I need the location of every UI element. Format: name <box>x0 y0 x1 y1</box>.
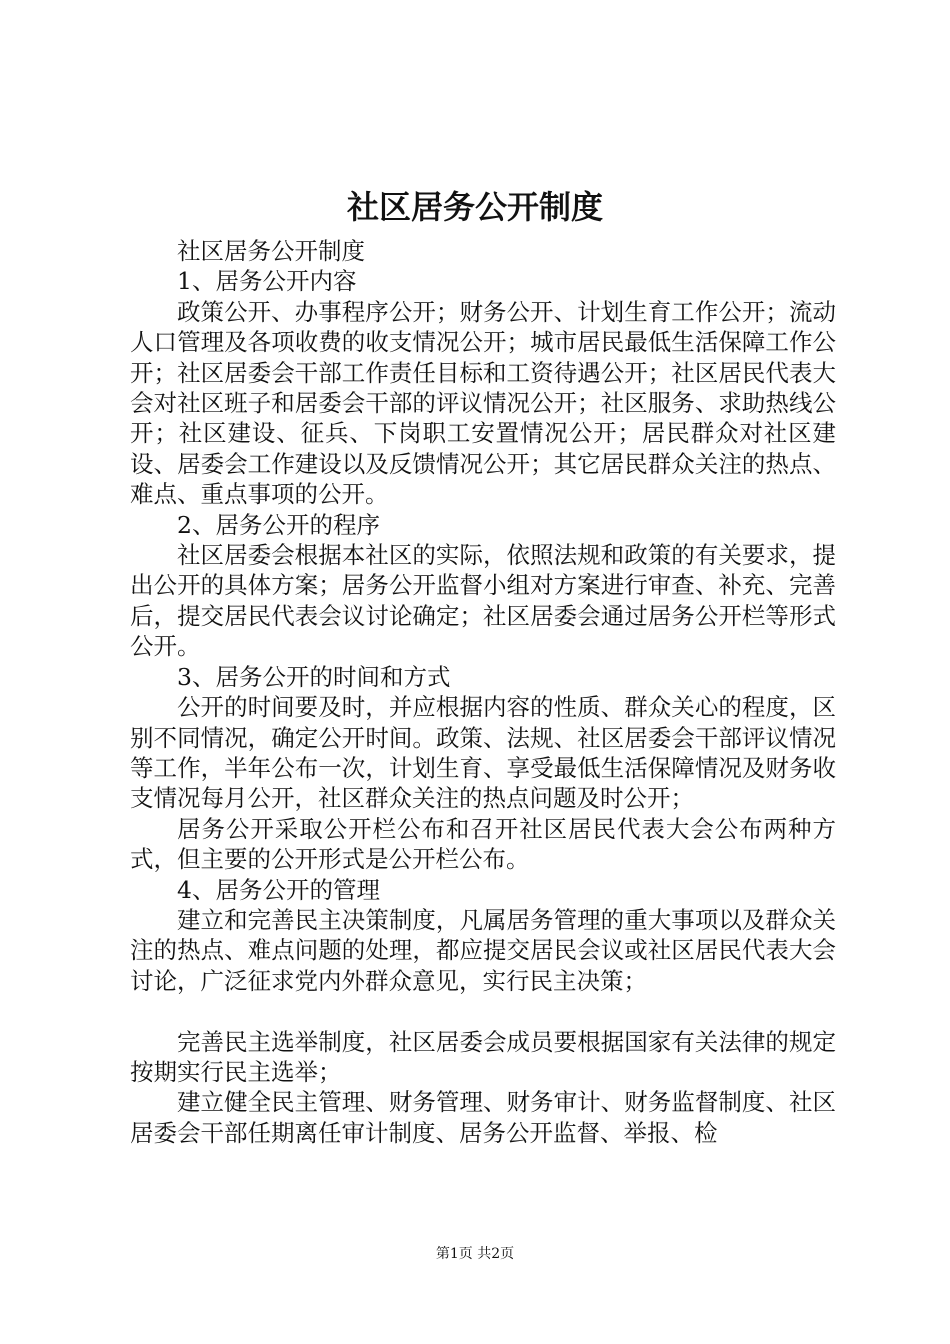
page-footer: 第1页 共2页 <box>435 1246 515 1262</box>
paragraph-decision: 建立和完善民主决策制度，凡属居务管理的重大事项以及群众关注的热点、难点问题的处理，都应提交居民会议或社区居民代表大会讨论，广泛征求党内外群众意见，实行民主决策； <box>130 905 836 995</box>
paragraph-subtitle: 社区居务公开制度 <box>177 237 365 265</box>
section-heading-2: 2、居务公开的程序 <box>177 510 380 539</box>
section-heading-4: 4、居务公开的管理 <box>177 875 380 904</box>
paragraph-management: 建立健全民主管理、财务管理、财务审计、财务监督制度、社区居委会干部任期离任审计制度、居务公开监督、举报、检 <box>130 1088 836 1147</box>
paragraph-timing: 公开的时间要及时，并应根据内容的性质、群众关心的程度，区别不同情况，确定公开时间。政策、法规、社区居委会干部评议情况等工作，半年公布一次，计划生育、享受最低生活保障情况及财务收支情况每月公开，社区群众关注的热点问题及时公开； <box>130 693 836 813</box>
document-title: 社区居务公开制度 <box>346 188 603 226</box>
paragraph-content: 政策公开、办事程序公开；财务公开、计划生育工作公开；流动人口管理及各项收费的收支情况公开；城市居民最低生活保障工作公开；社区居委会干部工作责任目标和工资待遇公开；社区居民代表大会对社区班子和居委会干部的评议情况公开；社区服务、求助热线公开；社区建设、征兵、下岗职工安置情况公开；居民群众对社区建设、居委会工作建设以及反馈情况公开；其它居民群众关注的热点、难点、重点事项的公开。 <box>130 297 836 509</box>
section-heading-3: 3、居务公开的时间和方式 <box>177 662 451 691</box>
blank-line <box>130 996 836 1026</box>
paragraph-method: 居务公开采取公开栏公布和召开社区居民代表大会公布两种方式，但主要的公开形式是公开栏公布。 <box>130 814 836 874</box>
section-heading-1: 1、居务公开内容 <box>177 267 357 296</box>
document-body <box>130 236 836 1148</box>
paragraph-procedure: 社区居委会根据本社区的实际，依照法规和政策的有关要求，提出公开的具体方案；居务公开监督小组对方案进行审查、补充、完善后，提交居民代表会议讨论确定；社区居委会通过居务公开栏等形式公开。 <box>130 541 836 661</box>
paragraph-election: 完善民主选举制度，社区居委会成员要根据国家有关法律的规定按期实行民主选举； <box>130 1027 836 1086</box>
